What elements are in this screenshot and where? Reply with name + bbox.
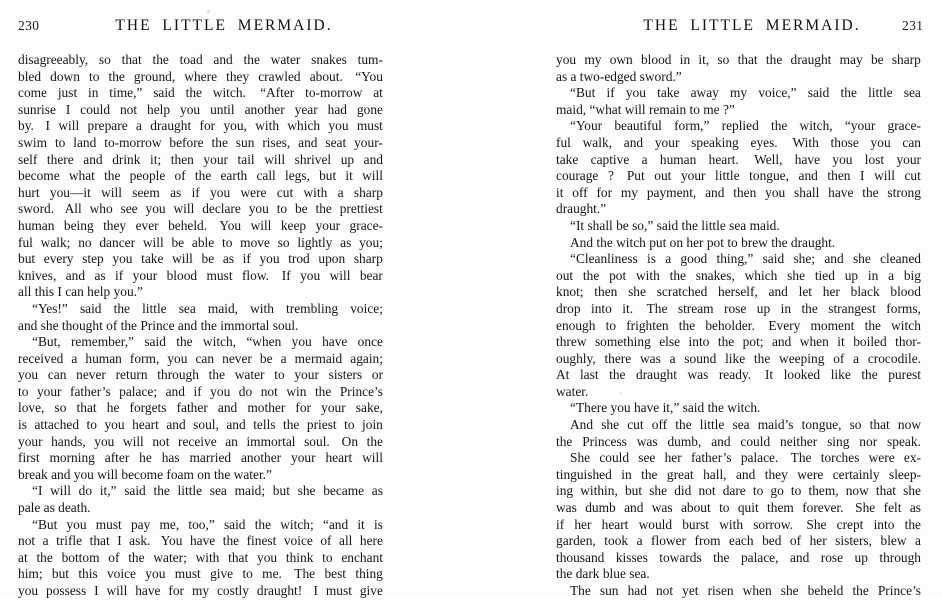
text-line: first morning after he has married another your heart will bbox=[18, 450, 383, 466]
text-line: “Cleanliness is a good thing,” said she; and she cleaned bbox=[570, 251, 921, 267]
text-line: him; but this voice you must give to me. The best thing bbox=[18, 566, 383, 582]
text-line: self there and drink it; then your tail will shrivel up and bbox=[18, 151, 383, 167]
text-line: “It shall be so,” said the little sea maid. bbox=[570, 217, 780, 233]
text-line: “But, remember,” said the witch, “when you have once bbox=[32, 334, 383, 350]
text-line: tinguished in the great hall, and they were certainly sleep- bbox=[556, 466, 921, 482]
text-line: draught.” bbox=[556, 201, 607, 217]
text-line: At last the draught was ready. It looked like the purest bbox=[556, 367, 921, 383]
running-head-left: THE LITTLE MERMAID. bbox=[115, 17, 333, 34]
text-line: received a human form, you can never be a mermaid again; bbox=[18, 350, 383, 366]
text-line: your hands, you will not receive an immortal soul. On the bbox=[18, 433, 383, 449]
text-line: And the witch put on her pot to brew the draught. bbox=[570, 234, 836, 250]
text-line: sword. All who see you will declare you to be the prettiest bbox=[18, 201, 383, 217]
text-line: become what the people of the earth call legs, but it will bbox=[18, 168, 383, 184]
text-line: oughly, there was a sound like the weeping of a crocodile. bbox=[556, 350, 921, 366]
text-line: “But you must pay me, too,” said the witch; “and it is bbox=[32, 516, 383, 532]
text-line: you can never return through the water to your sisters or bbox=[18, 367, 383, 383]
text-line: the Princess was dumb, and could neither sing nor speak. bbox=[556, 433, 921, 449]
text-line: And she cut off the little sea maid’s tongue, so that now bbox=[570, 417, 921, 433]
text-line: but every step you take will be as if you trod upon sharp bbox=[18, 251, 383, 267]
text-line: and she thought of the Prince and the immortal soul. bbox=[18, 317, 299, 333]
running-head-row bbox=[0, 18, 942, 40]
text-line: all this I can help you.” bbox=[18, 284, 143, 300]
text-line: thousand kisses towards the palace, and rose up through bbox=[556, 549, 921, 565]
text-line: garden, took a flower from each bed of her sisters, blew a bbox=[556, 533, 921, 549]
text-line: pale as death. bbox=[18, 500, 91, 516]
text-line: She could see her father’s palace. The torches were ex- bbox=[570, 450, 921, 466]
text-line: bled down to the ground, where they crawled about. “You bbox=[18, 68, 383, 84]
body-text-column-right bbox=[556, 52, 921, 600]
body-text-column-left bbox=[18, 52, 383, 600]
text-line: if her heart would burst with sorrow. She crept into the bbox=[556, 516, 921, 532]
text-line: courage ? Put out your little tongue, and then I will cut bbox=[556, 168, 921, 184]
running-head-right: THE LITTLE MERMAID. bbox=[643, 17, 861, 34]
text-line: sunrise I could not help you until another year had gone bbox=[18, 101, 383, 117]
text-line: is attached to you heart and soul, and tells the priest to join bbox=[18, 417, 383, 433]
text-line: to your father’s palace; and if you do not win the Prince’s bbox=[18, 383, 383, 399]
text-line: was dumb and was about to quit them forever. She felt as bbox=[556, 500, 921, 516]
text-line: knives, and as if your blood must flow. If you will bear bbox=[18, 267, 383, 283]
text-line: ful walk, and your speaking eyes. With those you can bbox=[556, 134, 921, 150]
text-line: “But if you take away my voice,” said the little sea bbox=[570, 85, 921, 101]
scan-speck bbox=[207, 10, 210, 13]
text-line: human being they ever beheld. You will keep your grace- bbox=[18, 217, 383, 233]
text-line: take captive a human heart. Well, have you lost your bbox=[556, 151, 921, 167]
text-line: at the bottom of the water; with that you think to enchant bbox=[18, 549, 383, 565]
text-line: disagreeably, so that the toad and the water snakes tum- bbox=[18, 52, 383, 67]
text-line: break and you will become foam on the water.” bbox=[18, 466, 272, 482]
page-number-right: 231 bbox=[902, 18, 924, 33]
text-line: out the pot with the snakes, which she tied up in a big bbox=[556, 267, 921, 283]
text-line: the dark blue sea. bbox=[556, 566, 650, 582]
text-line: “I will do it,” said the little sea maid; but she became as bbox=[32, 483, 383, 499]
text-line: come just in time,” said the witch. “After to-morrow at bbox=[18, 85, 383, 101]
text-line: not a trifle that I ask. You have the finest voice of all here bbox=[18, 533, 383, 549]
text-line: ful walk; no dancer will be able to move so lightly as you; bbox=[18, 234, 383, 250]
text-line: love, so that he forgets father and mother for your sake, bbox=[18, 400, 383, 416]
text-line: you possess I will have for my costly draught! I must give bbox=[18, 583, 383, 598]
text-line: enough to frighten the beholder. Every moment the witch bbox=[556, 317, 921, 333]
text-line: “Your beautiful form,” replied the witch, “your grace- bbox=[570, 118, 921, 134]
page-number-left: 230 bbox=[18, 18, 40, 33]
text-line: drop into it. The stream rose up in the strangest forms, bbox=[556, 300, 921, 316]
text-line: hurt you—it will seem as if you were cut with a sharp bbox=[18, 184, 383, 200]
text-line: ing within, but she did not dare to go to them, now that she bbox=[556, 483, 921, 499]
text-line: maid, “what will remain to me ?” bbox=[556, 101, 735, 117]
text-line: swim to land to-morrow before the sun rises, and seat your- bbox=[18, 134, 383, 150]
text-line: knot; then she scratched herself, and let her black blood bbox=[556, 284, 921, 300]
text-line: as a two-edged sword.” bbox=[556, 68, 682, 84]
text-line: “Yes!” said the little sea maid, with trembling voice; bbox=[32, 300, 383, 316]
text-line: by. I will prepare a draught for you, with which you must bbox=[18, 118, 383, 134]
text-line: threw something else into the pot; and when it boiled thor- bbox=[556, 334, 921, 350]
text-line: you my own blood in it, so that the draught may be sharp bbox=[556, 52, 921, 67]
text-line: The sun had not yet risen when she beheld the Prince’s bbox=[570, 583, 921, 598]
text-line: it off for my payment, and then you shall have the strong bbox=[556, 184, 921, 200]
text-line: water. bbox=[556, 383, 589, 399]
text-line: “There you have it,” said the witch. bbox=[570, 400, 761, 416]
